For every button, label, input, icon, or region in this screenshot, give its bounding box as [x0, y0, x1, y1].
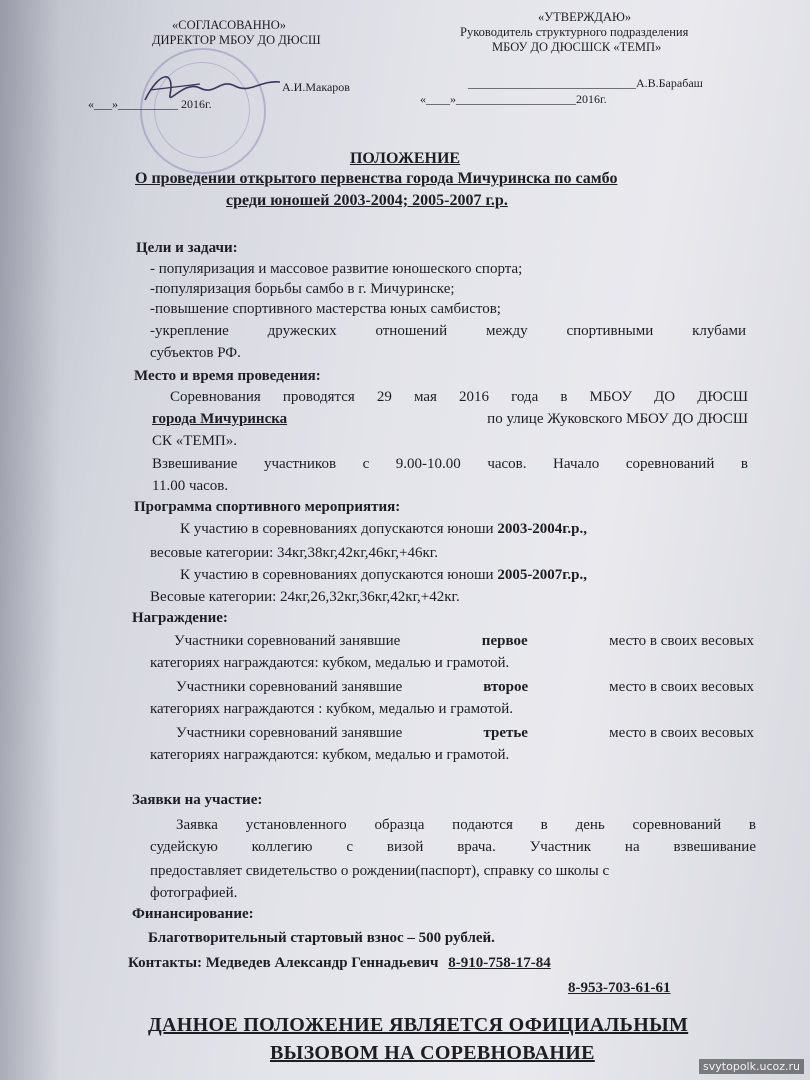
place-heading: Место и время проведения: — [134, 368, 321, 384]
awards-text: место в своих весовых — [609, 633, 754, 649]
awards-text: Участники соревнований занявшие — [174, 633, 401, 649]
applications-line: предоставляет свидетельство о рождении(паспорт), справку со школы с — [150, 863, 610, 879]
awards-line: категориях награждаются: кубком, медалью и грамотой. — [150, 747, 510, 763]
place-city: города Мичуринска — [152, 411, 288, 427]
approval-left-date: «___»__________ 2016г. — [88, 97, 212, 111]
document-title: ПОЛОЖЕНИЕ — [349, 150, 461, 167]
place-line — [152, 410, 748, 429]
place-line: Взвешивание участников с 9.00-10.00 часов. Начало соревнований в — [152, 456, 748, 472]
awards-text: место в своих весовых — [609, 679, 754, 695]
approval-right-position-2: МБОУ ДО ДЮСШСК «ТЕМП» — [492, 40, 662, 54]
document-subtitle-1: О проведении открытого первенства города Мичуринска по самбо — [135, 170, 618, 187]
awards-place: третье — [483, 725, 528, 741]
program-line: Весовые категории: 24кг,26,32кг,36кг,42кг,+42кг. — [150, 589, 460, 605]
program-text: К участию в соревнованиях допускаются юноши — [180, 521, 494, 537]
goals-item: -укрепление дружеских отношений между спортивными клубами — [150, 323, 746, 339]
place-line: Соревнования проводятся 29 мая 2016 года в МБОУ ДО ДЮСШ — [170, 389, 748, 405]
awards-place: второе — [483, 679, 529, 695]
approval-right-position-1: Руководитель структурного подразделения — [460, 25, 689, 39]
awards-text: Участники соревнований занявшие — [176, 679, 403, 695]
finance-heading: Финансирование: — [132, 906, 254, 922]
awards-line — [174, 632, 754, 651]
awards-place: первое — [481, 633, 528, 649]
approval-right-date: «____»____________________2016г. — [420, 92, 607, 106]
document-subtitle-2: среди юношей 2003-2004; 2005-2007 г.р. — [226, 192, 508, 209]
approval-right-title: «УТВЕРЖДАЮ» — [538, 10, 632, 24]
contacts-phone: 8-953-703-61-61 — [568, 980, 671, 996]
approval-left-title: «СОГЛАСОВАННО» — [172, 18, 287, 32]
watermark: svytopolk.ucoz.ru — [699, 1059, 804, 1074]
applications-heading: Заявки на участие: — [132, 792, 263, 808]
awards-line — [176, 678, 754, 697]
program-heading: Программа спортивного мероприятия: — [134, 499, 401, 515]
awards-line: категориях награждаются : кубком, медалью и грамотой. — [150, 701, 514, 717]
awards-text: место в своих весовых — [609, 725, 754, 741]
approval-right-name: ____________________________А.В.Барабаш — [468, 76, 703, 90]
applications-line: Заявка установленного образца подаются в день соревнований в — [176, 817, 756, 833]
goals-item: субъектов РФ. — [150, 345, 241, 361]
program-years: 2003-2004г.р., — [497, 521, 588, 537]
footer-line-1: ДАННОЕ ПОЛОЖЕНИЕ ЯВЛЯЕТСЯ ОФИЦИАЛЬНЫМ — [148, 1014, 689, 1036]
approval-left-name: А.И.Макаров — [282, 80, 350, 94]
awards-line — [176, 724, 754, 743]
place-line: СК «ТЕМП». — [152, 433, 238, 449]
place-street: по улице Жуковского МБОУ ДО ДЮСШ — [487, 411, 748, 427]
place-line: 11.00 часов. — [152, 478, 229, 494]
goals-item: -популяризация борьбы самбо в г. Мичуринске; — [150, 281, 455, 297]
goals-item: - популяризация и массовое развитие юношеского спорта; — [150, 261, 523, 277]
contacts-phone: 8-910-758-17-84 — [448, 955, 551, 971]
contacts-label: Контакты: Медведев Александр Геннадьевич — [128, 955, 439, 971]
goals-item: -повышение спортивного мастерства юных самбистов; — [150, 301, 501, 317]
goals-heading: Цели и задачи: — [136, 240, 238, 256]
footer-line-2: ВЫЗОВОМ НА СОРЕВНОВАНИЕ — [270, 1042, 595, 1064]
program-years: 2005-2007г.р., — [497, 567, 588, 583]
awards-heading: Награждение: — [132, 610, 228, 626]
program-line — [180, 566, 587, 585]
applications-line: фотографией. — [150, 885, 238, 901]
awards-line: категориях награждаются: кубком, медалью и грамотой. — [150, 655, 510, 671]
finance-text: Благотворительный стартовый взнос – 500 рублей. — [148, 930, 495, 946]
applications-line: судейскую коллегию с визой врача. Участник на взвешивание — [150, 839, 756, 855]
program-text: К участию в соревнованиях допускаются юноши — [180, 567, 494, 583]
program-line — [180, 520, 587, 539]
contacts-line — [128, 955, 551, 972]
program-line: весовые категории: 34кг,38кг,42кг,46кг,+46кг. — [150, 545, 438, 561]
approval-left-position: ДИРЕКТОР МБОУ ДО ДЮСШ — [152, 33, 321, 47]
awards-text: Участники соревнований занявшие — [176, 725, 403, 741]
